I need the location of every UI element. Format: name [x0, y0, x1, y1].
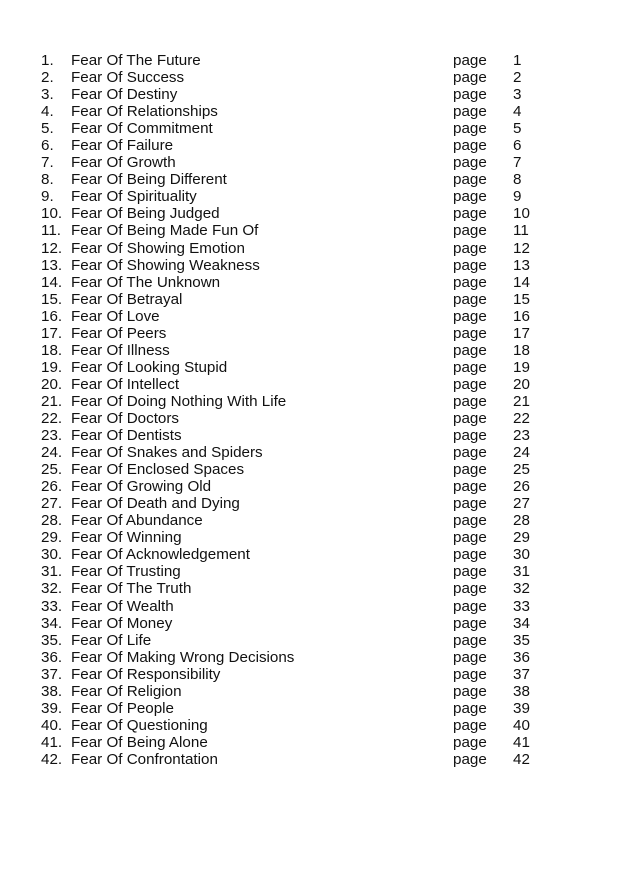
toc-entry	[41, 529, 601, 546]
entry-number: 18.	[41, 341, 63, 359]
page-label: page	[453, 324, 487, 342]
page-number: 12	[513, 239, 530, 257]
entry-number: 31.	[41, 563, 63, 581]
entry-title: Fear Of Life	[71, 631, 152, 649]
page-number: 18	[513, 341, 530, 359]
entry-title: Fear Of Peers	[71, 324, 167, 342]
page-number: 37	[513, 665, 530, 683]
toc-entry	[41, 461, 601, 478]
toc-entry	[41, 291, 601, 308]
entry-title: Fear Of Being Alone	[71, 733, 208, 751]
entry-title: Fear Of Being Judged	[71, 205, 220, 223]
page-number: 39	[513, 699, 530, 717]
page-number: 9	[513, 188, 522, 206]
entry-number: 35.	[41, 631, 63, 649]
entry-number: 36.	[41, 648, 63, 666]
entry-number: 37.	[41, 665, 63, 683]
page-label: page	[453, 154, 487, 172]
entry-number: 12.	[41, 239, 63, 257]
page-label: page	[453, 495, 487, 513]
page-label: page	[453, 137, 487, 155]
page-label: page	[453, 69, 487, 87]
page-label: page	[453, 682, 487, 700]
entry-title: Fear Of The Future	[71, 52, 201, 69]
entry-number: 39.	[41, 699, 63, 717]
entry-number: 8.	[41, 171, 54, 189]
toc-entry	[41, 359, 601, 376]
page-label: page	[453, 290, 487, 308]
entry-title: Fear Of Death and Dying	[71, 495, 240, 513]
page-number: 3	[513, 86, 522, 104]
page-label: page	[453, 409, 487, 427]
entry-number: 40.	[41, 716, 63, 734]
page-number: 16	[513, 307, 530, 325]
entry-number: 6.	[41, 137, 54, 155]
entry-number: 20.	[41, 375, 63, 393]
entry-number: 5.	[41, 120, 54, 138]
entry-number: 38.	[41, 682, 63, 700]
page-label: page	[453, 631, 487, 649]
toc-entry	[41, 308, 601, 325]
page-number: 7	[513, 154, 522, 172]
page-number: 20	[513, 375, 530, 393]
page-label: page	[453, 256, 487, 274]
page-label: page	[453, 461, 487, 479]
toc-entry	[41, 171, 601, 188]
toc-entry	[41, 615, 601, 632]
toc-entry	[41, 103, 601, 120]
toc-entry	[41, 495, 601, 512]
entry-number: 25.	[41, 461, 63, 479]
page-number: 26	[513, 478, 530, 496]
entry-number: 33.	[41, 597, 63, 615]
page-label: page	[453, 546, 487, 564]
entry-number: 15.	[41, 290, 63, 308]
toc-entry	[41, 563, 601, 580]
table-of-contents	[41, 52, 601, 768]
entry-title: Fear Of Destiny	[71, 86, 178, 104]
entry-title: Fear Of Confrontation	[71, 750, 218, 768]
page-number: 19	[513, 358, 530, 376]
entry-title: Fear Of Love	[71, 307, 160, 325]
page-number: 4	[513, 103, 522, 121]
page-label: page	[453, 103, 487, 121]
page-number: 31	[513, 563, 530, 581]
entry-number: 13.	[41, 256, 63, 274]
page-number: 30	[513, 546, 530, 564]
page-label: page	[453, 529, 487, 547]
page-number: 27	[513, 495, 530, 513]
page-label: page	[453, 699, 487, 717]
entry-number: 16.	[41, 307, 63, 325]
entry-number: 30.	[41, 546, 63, 564]
entry-number: 19.	[41, 358, 63, 376]
toc-entry	[41, 546, 601, 563]
entry-title: Fear Of Snakes and Spiders	[71, 444, 263, 462]
page-label: page	[453, 205, 487, 223]
entry-title: Fear Of Illness	[71, 341, 170, 359]
entry-title: Fear Of Showing Weakness	[71, 256, 260, 274]
entry-title: Fear Of Growing Old	[71, 478, 212, 496]
entry-title: Fear Of Making Wrong Decisions	[71, 648, 295, 666]
page-label: page	[453, 375, 487, 393]
page-number: 35	[513, 631, 530, 649]
toc-entry	[41, 376, 601, 393]
toc-entry	[41, 188, 601, 205]
page-number: 41	[513, 733, 530, 751]
page-label: page	[453, 171, 487, 189]
entry-title: Fear Of Being Different	[71, 171, 227, 189]
page-number: 21	[513, 392, 530, 410]
page-label: page	[453, 358, 487, 376]
toc-entry	[41, 700, 601, 717]
entry-number: 17.	[41, 324, 63, 342]
page-number: 29	[513, 529, 530, 547]
page-label: page	[453, 188, 487, 206]
entry-title: Fear Of Failure	[71, 137, 174, 155]
entry-number: 11.	[41, 222, 61, 240]
entry-number: 29.	[41, 529, 63, 547]
toc-entry	[41, 393, 601, 410]
page-number: 6	[513, 137, 522, 155]
toc-entry	[41, 69, 601, 86]
entry-number: 2.	[41, 69, 54, 87]
entry-number: 14.	[41, 273, 63, 291]
toc-entry	[41, 683, 601, 700]
entry-title: Fear Of Success	[71, 69, 185, 87]
page-label: page	[453, 444, 487, 462]
entry-title: Fear Of Winning	[71, 529, 182, 547]
entry-title: Fear Of Growth	[71, 154, 176, 172]
entry-number: 1.	[41, 52, 54, 69]
toc-entry	[41, 274, 601, 291]
page-label: page	[453, 427, 487, 445]
toc-entry	[41, 120, 601, 137]
entry-title: Fear Of Doing Nothing With Life	[71, 392, 287, 410]
page-number: 36	[513, 648, 530, 666]
page-number: 14	[513, 273, 530, 291]
entry-title: Fear Of Trusting	[71, 563, 181, 581]
page-label: page	[453, 512, 487, 530]
entry-number: 24.	[41, 444, 63, 462]
page-label: page	[453, 307, 487, 325]
page-number: 2	[513, 69, 522, 87]
entry-number: 4.	[41, 103, 54, 121]
page-label: page	[453, 478, 487, 496]
entry-title: Fear Of Betrayal	[71, 290, 183, 308]
page-label: page	[453, 563, 487, 581]
toc-entry	[41, 86, 601, 103]
entry-number: 10.	[41, 205, 63, 223]
toc-entry	[41, 427, 601, 444]
page-number: 22	[513, 409, 530, 427]
entry-number: 9.	[41, 188, 54, 206]
entry-number: 26.	[41, 478, 63, 496]
entry-title: Fear Of Commitment	[71, 120, 213, 138]
entry-title: Fear Of Abundance	[71, 512, 203, 530]
toc-entry	[41, 632, 601, 649]
page-label: page	[453, 614, 487, 632]
toc-entry	[41, 257, 601, 274]
page-label: page	[453, 341, 487, 359]
entry-title: Fear Of Being Made Fun Of	[71, 222, 259, 240]
page-number: 32	[513, 580, 530, 598]
page-label: page	[453, 86, 487, 104]
page-number: 23	[513, 427, 530, 445]
page-label: page	[453, 733, 487, 751]
entry-number: 23.	[41, 427, 63, 445]
toc-entry	[41, 240, 601, 257]
toc-entry	[41, 52, 601, 69]
entry-title: Fear Of Spirituality	[71, 188, 197, 206]
toc-entry	[41, 649, 601, 666]
page-number: 10	[513, 205, 530, 223]
toc-entry	[41, 325, 601, 342]
entry-number: 7.	[41, 154, 54, 172]
page-number: 5	[513, 120, 522, 138]
page-label: page	[453, 597, 487, 615]
page-number: 1	[513, 52, 522, 69]
toc-entry	[41, 512, 601, 529]
page-label: page	[453, 273, 487, 291]
entry-title: Fear Of Dentists	[71, 427, 182, 445]
toc-entry	[41, 598, 601, 615]
page-number: 11	[513, 222, 529, 240]
entry-title: Fear Of The Unknown	[71, 273, 221, 291]
entry-title: Fear Of Wealth	[71, 597, 174, 615]
entry-number: 28.	[41, 512, 63, 530]
entry-title: Fear Of Religion	[71, 682, 182, 700]
toc-entry	[41, 734, 601, 751]
toc-entry	[41, 751, 601, 768]
page-label: page	[453, 665, 487, 683]
entry-title: Fear Of The Truth	[71, 580, 192, 598]
entry-title: Fear Of Acknowledgement	[71, 546, 250, 564]
entry-title: Fear Of Looking Stupid	[71, 358, 228, 376]
page-label: page	[453, 392, 487, 410]
entry-title: Fear Of Enclosed Spaces	[71, 461, 245, 479]
page-label: page	[453, 580, 487, 598]
toc-entry	[41, 205, 601, 222]
entry-number: 22.	[41, 409, 63, 427]
toc-entry	[41, 666, 601, 683]
page-number: 13	[513, 256, 530, 274]
page-label: page	[453, 120, 487, 138]
entry-title: Fear Of Relationships	[71, 103, 218, 121]
page-label: page	[453, 648, 487, 666]
page-number: 17	[513, 324, 530, 342]
page-label: page	[453, 52, 487, 69]
toc-entry	[41, 410, 601, 427]
entry-number: 32.	[41, 580, 63, 598]
entry-title: Fear Of Intellect	[71, 375, 180, 393]
entry-number: 41.	[41, 733, 63, 751]
entry-title: Fear Of Showing Emotion	[71, 239, 245, 257]
toc-entry	[41, 342, 601, 359]
toc-entry	[41, 717, 601, 734]
entry-number: 3.	[41, 86, 54, 104]
page-number: 8	[513, 171, 522, 189]
page-number: 42	[513, 750, 530, 768]
page-number: 33	[513, 597, 530, 615]
toc-entry	[41, 444, 601, 461]
page-number: 28	[513, 512, 530, 530]
page-number: 15	[513, 290, 530, 308]
entry-number: 34.	[41, 614, 63, 632]
toc-entry	[41, 137, 601, 154]
page-number: 24	[513, 444, 530, 462]
entry-title: Fear Of Doctors	[71, 409, 180, 427]
page-label: page	[453, 239, 487, 257]
page-label: page	[453, 750, 487, 768]
entry-number: 27.	[41, 495, 63, 513]
toc-entry	[41, 580, 601, 597]
page-number: 40	[513, 716, 530, 734]
entry-title: Fear Of People	[71, 699, 174, 717]
toc-entry	[41, 222, 601, 239]
entry-title: Fear Of Money	[71, 614, 173, 632]
toc-entry	[41, 478, 601, 495]
page-label: page	[453, 222, 487, 240]
page-label: page	[453, 716, 487, 734]
entry-title: Fear Of Questioning	[71, 716, 208, 734]
entry-number: 42.	[41, 750, 63, 768]
page-number: 25	[513, 461, 530, 479]
entry-number: 21.	[41, 392, 63, 410]
page-number: 38	[513, 682, 530, 700]
toc-entry	[41, 154, 601, 171]
page-number: 34	[513, 614, 530, 632]
entry-title: Fear Of Responsibility	[71, 665, 221, 683]
